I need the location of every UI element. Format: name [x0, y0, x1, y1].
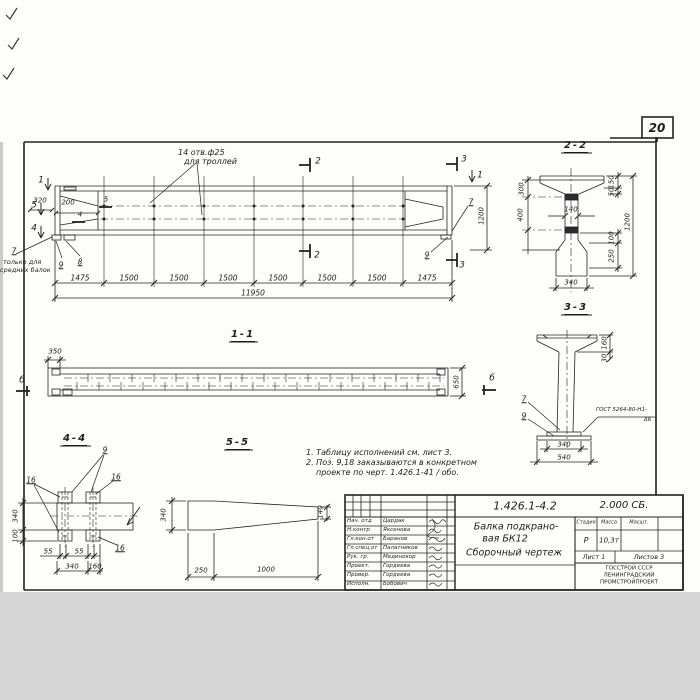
org-line1: ГОССТРОЙ СССР — [605, 565, 653, 572]
page-number: 20 — [648, 121, 666, 135]
note7-pos: 7 — [11, 246, 17, 256]
dim-540: 540 — [557, 453, 571, 462]
pos-9-44: 9 — [102, 445, 108, 455]
doc-title-line2: вая БК12 — [482, 533, 528, 545]
pos-7-right: 7 — [468, 197, 474, 207]
section-5-5-title: 5-5 — [225, 437, 251, 448]
dim-seg-1: 1500 — [119, 273, 139, 283]
cut-mark-4-left: 4 — [31, 223, 37, 234]
cut-mark-1-right: 1 — [477, 170, 483, 181]
dim-300: 300 — [517, 182, 526, 196]
doc-title-line1: Балка подкрано- — [473, 521, 559, 533]
dim-seg-2: 1500 — [169, 273, 189, 283]
tb-name-7: Бобович — [383, 581, 407, 587]
weld-note-line1: ГОСТ 5264-80-Н1- — [596, 407, 647, 413]
tb-role-1: Н.контр — [347, 527, 370, 533]
tb-role-4: Рук. гр. — [347, 554, 369, 560]
cut-mark-5-inner: 5 — [103, 195, 109, 204]
tb-role-3: Гл.спец.от — [347, 545, 378, 551]
tb-name-3: Палатников — [383, 545, 418, 551]
dim-50: 50 — [607, 187, 616, 197]
hole-note-line1: 14 отв.ф25 — [178, 148, 225, 157]
note-line-2: 2. Поз. 9,18 заказываются в конкретном — [306, 458, 477, 467]
dim-160: 160 — [88, 562, 102, 571]
section-2-2 — [522, 168, 637, 292]
col-scale: Масшт. — [629, 519, 649, 526]
sheet-label: Лист 1 — [582, 552, 606, 561]
pos-9-33: 9 — [521, 411, 527, 421]
val-mass: 10,3т — [599, 536, 619, 545]
dim-seg-5: 1500 — [317, 273, 337, 283]
section-3-3 — [528, 330, 657, 465]
dim-320: 320 — [33, 196, 47, 205]
dim-350: 350 — [48, 347, 62, 356]
marker-b-left: б — [19, 375, 25, 386]
cut-mark-2-top: 2 — [315, 156, 321, 167]
doc-code: 2.000 СБ. — [599, 500, 649, 511]
pos-9-right: 9 — [424, 250, 430, 260]
title-underlines — [60, 153, 592, 450]
dim-340-44v: 340 — [11, 509, 20, 523]
section-4-4-title: 4-4 — [62, 433, 88, 444]
hole-note-line2: для троллей — [184, 157, 237, 166]
tb-name-0: Цардак — [383, 518, 405, 524]
dim-650: 650 — [452, 375, 461, 389]
dim-200: 200 — [61, 198, 75, 207]
elevation-cut-marks — [72, 157, 457, 267]
dim-seg-0: 1475 — [70, 273, 90, 283]
tb-name-1: Яксенова — [383, 527, 411, 533]
pos-7-33: 7 — [521, 394, 527, 404]
cut-mark-4-inner: 4 — [77, 210, 83, 219]
tb-role-7: Исполн. — [347, 581, 370, 587]
tb-name-5: Гордеева — [383, 563, 411, 569]
tb-name-4: Мединокор — [383, 554, 416, 560]
note7-line1: только для — [3, 258, 42, 266]
cut-mark-3-bottom: 3 — [459, 260, 465, 271]
dim-150: 150 — [607, 175, 616, 189]
dim-250: 250 — [607, 249, 616, 263]
val-stage: Р — [583, 536, 589, 545]
pos-9-left: 9 — [58, 260, 64, 270]
doc-title-line3: Сборочный чертеж — [465, 547, 563, 559]
dim-400: 400 — [516, 208, 525, 222]
cut-mark-3-top: 3 — [461, 154, 467, 165]
section-1-1-title: 1-1 — [230, 329, 256, 340]
elevation-beam — [52, 176, 452, 287]
section-2-2-title: 2-2 — [563, 140, 589, 151]
pos-8-left: 8 — [77, 257, 83, 267]
dim-55a: 55 — [43, 547, 53, 556]
sheets-label: Листов 3 — [633, 552, 665, 561]
marker-b-right: б — [489, 373, 495, 384]
section-3-3-title: 3-3 — [563, 302, 589, 313]
dim-30: 30 — [600, 353, 609, 363]
dim-340-22: 340 — [564, 278, 578, 287]
cut-mark-2-bottom: 2 — [314, 250, 320, 261]
note-line-1: 1. Таблицу исполнений см. лист 3. — [306, 448, 453, 457]
dim-340-33: 340 — [557, 440, 571, 449]
pos-16-bottom: 16 — [115, 543, 125, 553]
dim-total: 11950 — [241, 288, 265, 298]
elevation-leaders — [16, 163, 468, 258]
pos-16-right: 16 — [111, 472, 121, 482]
dim-160: 160 — [600, 336, 609, 350]
dim-140-55: 140 — [316, 505, 325, 519]
check-marks — [3, 8, 19, 79]
dim-seg-3: 1500 — [218, 273, 238, 283]
tb-role-2: Гл.кон.от — [347, 536, 374, 542]
dim-140-web: 140 — [564, 205, 578, 214]
col-mass: Масса — [601, 519, 617, 526]
dim-1200-sec: 1200 — [623, 213, 632, 231]
elevation-view-arrows — [38, 170, 475, 238]
cut-mark-1-left: 1 — [38, 175, 44, 186]
dim-340-44b: 340 — [65, 562, 79, 571]
tb-name-6: Гордеева — [383, 572, 411, 578]
dim-1200-elev: 1200 — [477, 207, 486, 225]
dim-seg-7: 1475 — [417, 273, 437, 283]
dim-250-55: 250 — [194, 566, 208, 575]
tb-role-0: Нач. отд — [347, 518, 372, 524]
dim-100-44: 100 — [11, 529, 20, 543]
dim-1000: 1000 — [257, 565, 275, 574]
org-line3: ПРОМСТРОЙПРОЕКТ — [599, 579, 659, 586]
dim-seg-6: 1500 — [367, 273, 387, 283]
note-line-3: проекте по черт. 1.426.1-41 / обо. — [316, 468, 459, 477]
tb-role-6: Провер. — [347, 572, 370, 578]
org-line2: ЛЕНИНГРАДСКИЙ — [603, 572, 655, 579]
dim-100: 100 — [607, 231, 616, 245]
dim-340-55: 340 — [159, 508, 168, 522]
doc-number: 1.426.1-4.2 — [493, 499, 557, 513]
tb-name-2: Баранов — [383, 536, 408, 542]
signatures — [428, 519, 446, 586]
tb-role-5: Проект. — [347, 563, 370, 569]
section-4-4 — [18, 455, 140, 575]
section-5-5 — [166, 497, 331, 581]
note7-line2: средних балок — [0, 266, 51, 274]
weld-note-line2: Δ6 — [644, 417, 652, 423]
cut-mark-5-left: 5 — [31, 200, 37, 211]
dim-55b: 55 — [74, 547, 84, 556]
pos-16-left: 16 — [26, 475, 36, 485]
dim-seg-4: 1500 — [268, 273, 288, 283]
col-stage: Стадия — [576, 519, 596, 526]
section-1-1 — [16, 356, 496, 399]
